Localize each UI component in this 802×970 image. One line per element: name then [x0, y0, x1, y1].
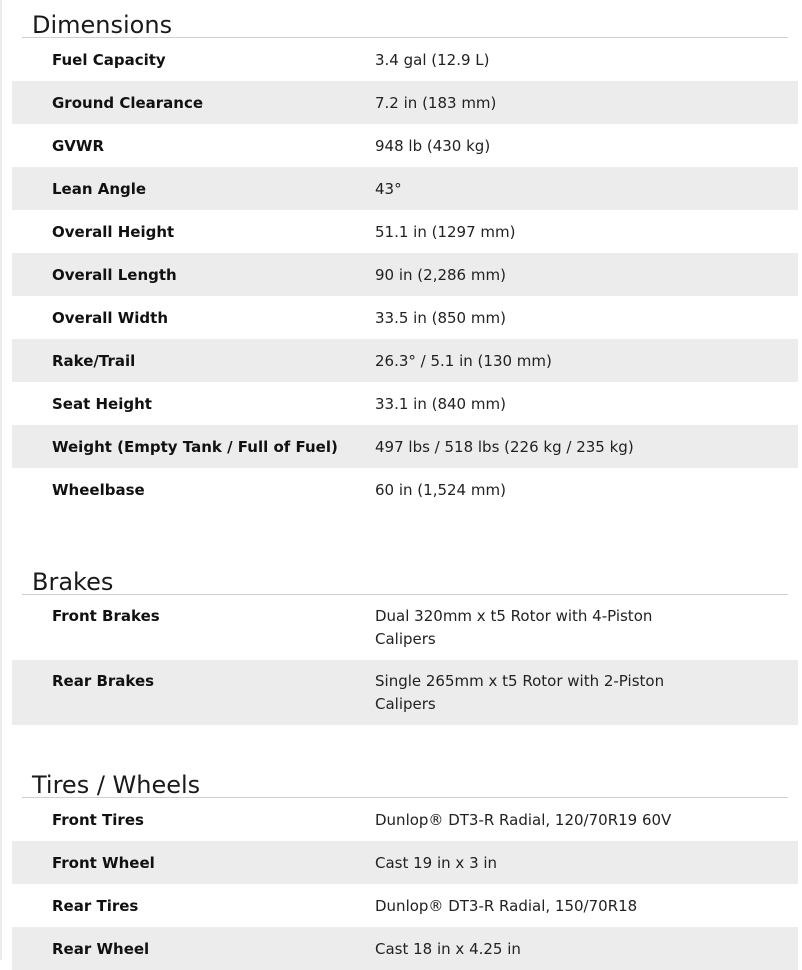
spec-row-lean-angle — [12, 167, 798, 210]
spec-value: Dunlop® DT3-R Radial, 150/70R18 — [375, 897, 638, 915]
spec-row-wheelbase — [12, 468, 798, 511]
spec-label: Wheelbase — [52, 481, 145, 499]
spec-value: 51.1 in (1297 mm) — [375, 223, 516, 241]
spec-row-overall-length — [12, 253, 798, 296]
spec-label: Weight (Empty Tank / Full of Fuel) — [52, 438, 338, 456]
spec-label: Overall Width — [52, 309, 169, 327]
spec-row-front-wheel — [12, 841, 798, 884]
section-tires-wheels — [12, 760, 798, 970]
spec-row-seat-height — [12, 382, 798, 425]
section-title: Brakes — [32, 568, 114, 596]
spec-value: 497 lbs / 518 lbs (226 kg / 235 kg) — [375, 438, 634, 456]
spec-value: 26.3° / 5.1 in (130 mm) — [375, 352, 552, 370]
spec-row-rear-brakes — [12, 660, 798, 725]
spec-label: GVWR — [52, 137, 105, 155]
spec-value: 33.5 in (850 mm) — [375, 309, 506, 327]
spec-label: Rear Brakes — [52, 672, 155, 690]
section-brakes — [12, 557, 798, 725]
spec-value: 43° — [375, 180, 402, 198]
spec-row-front-brakes — [12, 595, 798, 660]
spec-row-ground-clearance — [12, 81, 798, 124]
spec-label: Front Tires — [52, 811, 144, 829]
left-border — [0, 0, 2, 960]
spec-label: Rear Wheel — [52, 940, 150, 958]
spec-row-rake-trail — [12, 339, 798, 382]
spec-value: 90 in (2,286 mm) — [375, 266, 506, 284]
section-header-tires-wheels — [22, 760, 788, 798]
specifications-page — [12, 0, 798, 970]
spec-label: Overall Length — [52, 266, 177, 284]
spec-label: Overall Height — [52, 223, 175, 241]
spec-value: Cast 19 in x 3 in — [375, 854, 498, 872]
spec-label: Seat Height — [52, 395, 152, 413]
section-spacer — [12, 511, 798, 557]
spec-label: Fuel Capacity — [52, 51, 166, 69]
section-header-dimensions — [22, 0, 788, 38]
spec-label: Rear Tires — [52, 897, 139, 915]
spec-value: Dual 320mm x t5 Rotor with 4-Piston Calipers — [375, 607, 653, 648]
spec-row-rear-wheel — [12, 927, 798, 970]
spec-label: Lean Angle — [52, 180, 147, 198]
spec-row-front-tires — [12, 798, 798, 841]
spec-row-overall-width — [12, 296, 798, 339]
spec-row-rear-tires — [12, 884, 798, 927]
spec-row-gvwr — [12, 124, 798, 167]
spec-value: 33.1 in (840 mm) — [375, 395, 506, 413]
spec-value: 948 lb (430 kg) — [375, 137, 491, 155]
spec-value: Cast 18 in x 4.25 in — [375, 940, 521, 958]
spec-value: 60 in (1,524 mm) — [375, 481, 506, 499]
spec-label: Rake/Trail — [52, 352, 136, 370]
section-title: Tires / Wheels — [32, 771, 201, 799]
spec-label: Front Wheel — [52, 854, 155, 872]
spec-row-fuel-capacity — [12, 38, 798, 81]
spec-label: Front Brakes — [52, 607, 160, 625]
spec-label: Ground Clearance — [52, 94, 204, 112]
spec-row-weight — [12, 425, 798, 468]
section-dimensions — [12, 0, 798, 511]
spec-value: Single 265mm x t5 Rotor with 2-Piston Calipers — [375, 672, 665, 713]
section-header-brakes — [22, 557, 788, 595]
spec-value: Dunlop® DT3-R Radial, 120/70R19 60V — [375, 811, 672, 829]
spec-value: 3.4 gal (12.9 L) — [375, 51, 490, 69]
spec-value: 7.2 in (183 mm) — [375, 94, 497, 112]
section-spacer — [12, 725, 798, 760]
section-title: Dimensions — [32, 11, 173, 39]
spec-row-overall-height — [12, 210, 798, 253]
